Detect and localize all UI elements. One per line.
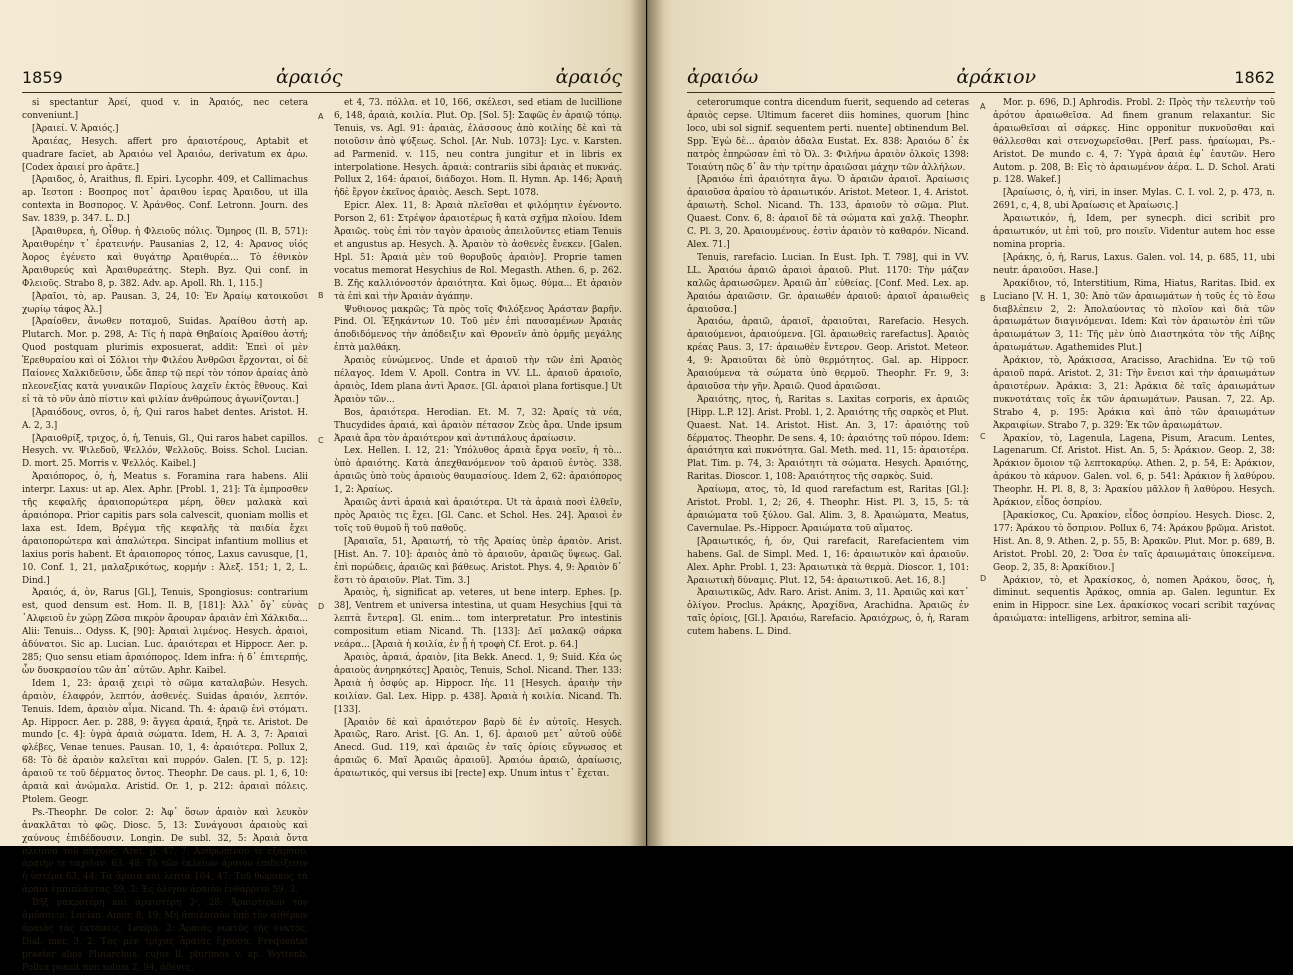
- dictionary-entry: [Ἀραιοθρίξ, τριχος, ὁ, ἡ, Tenuis, Gl., Qui raros habet capillos. Hesych. vv. Ψιλεδοῦ, Ψελλόν, Ψελλοῦς. Boiss. Schol. Lucian. D. mort. 25. Morris v. Ψελλός. Kaibel.]: [22, 433, 308, 470]
- dictionary-entry: [Ἀράκης, ὁ, ἡ, Rarus, Laxus. Galen. vol. 14, p. 685, 11, ubi neutr. ἀραιοῦσι. Hase.]: [993, 252, 1275, 276]
- right-marker-d: D: [980, 574, 987, 583]
- dictionary-entry: [Ἀραιδος, ὁ, Araithus, ﬂ. Epiri. Lycophr. 409, et Callimachus ap. Ἰεστοπ : Βοσπρος ποτ᾽ ἀραιθου ἱερας Ἀραιδου, ut illa contexta in Βοσπορος. V. Ἀράνθος. Conf. Letronn. Journ. des Sav. 1839, p. 347. L. D.]: [22, 175, 308, 225]
- left-page-number: 1859: [22, 68, 63, 87]
- dictionary-entry: Ἀρακίον, τὸ, Lagenula, Lagena, Pisum, Aracum. Lentes, Lagenarum. Cf. Aristot. Hist. An. 5, 5: Ἀράκιον. Geop. 2, 38: Ἀράκιον ὅμοιον τῷ λεπτοκαρύῳ. Athen. 2, p. 54, E: Ἀράκιον, ἀράκου τὸ κάρυον. Galen. vol. 6, p. 541: Ἀράκιον ἢ λαθύρου. Theophr. H. Pl. 8, 8, 3: Ἀρακίου μᾶλλον ἢ λαθύρου. Hesych. Ἀράκιον, εἶδος ὀσπρίου.: [993, 433, 1275, 509]
- left-page: [0, 0, 646, 973]
- right-marker-a: A: [980, 102, 986, 111]
- dictionary-entry: [Ἀραιόδους, ovros, ὁ, ἡ, Qui raros habet dentes. Aristot. H. A. 2, 3.]: [22, 407, 308, 431]
- dictionary-entry: Ἀραιὸς, ἀραιά, ἀραιὸν, [ita Bekk. Anecd. 1, 9; Suid. Κέα ὡς ἀραιοὺς ἀνηρηκότες] Ἀραιὸς, Tenuis, Schol. Nicand. Ther. 133: Ἀραιὰ ἡ ὀσφύς ap. Hippocr. Ιἡε. 11 [Hesych. ἀραιὴν τὴν κοιλίαν. Gal. Lex. Hipp. p. 438]. Ἀραιὰ ἡ κοιλία. Nicand. Th. [133].: [334, 652, 622, 715]
- left-running-head-right: ἀραιός: [555, 66, 622, 88]
- dictionary-entry: Ἀραιὸς εὐνώμενος. Unde et ἀραιοῦ τὴν τῶν ἐπὶ Ἀραιὸς πέλαγος. Idem V. Apoll. Contra in VV. LL. ἀραιοῦ ἀραιοῖο, ἀραιὸς, Idem plana ἀντὶ Ἀρασε. [Gl. ἀραιοὶ plana fortisque.] Ut Ἀραιὸν τῶν...: [334, 356, 622, 405]
- left-page-header: [22, 66, 622, 92]
- dictionary-entry: si spectantur Ἀρεί, quod v. in Ἀραιός, nec cetera conveniunt.]: [22, 98, 308, 121]
- dictionary-entry: [Ἀραιαῖα, 51, Ἀραιωτή, τὸ τῆς Ἀραίας ὑπὲρ ἀραιὸν. Arist. [Hist. An. 7. 10]: ἀραιὸς ἀπὸ τὸ ἀραιοῦν, ἀραιῶς ὕψεως. Gal. ἐπὶ πορώδεις, ἀραιῶς καὶ βάθεως. Aristot. Phys. 4, 9: Ἀραιὸν δ᾽ ἔστι τὸ ἀραιοῦν. Plat. Tim. 3.]: [334, 536, 622, 586]
- dictionary-entry: [Ἀραῖοι, τὸ, ap. Pausan. 3, 24, 10: Ἐν Ἀραίῳ κατοικοῦσι χωρίῳ τάφος Ἀλ.]: [22, 291, 308, 315]
- dictionary-entry: et 4, 73. πόλλα. et 10, 166, σκέλεσι, sed etiam de lucillione 6, 148, ἀραιὰ, κοιλία. Plut. Op. [Sol. 5]: Σαφῶς ἐν ἀραιῷ τόπῳ. Tenuis, vs. Agl. 91: ἀραιὰς, ἐλάσσους ἀπὸ κοιλίης δὲ καὶ τὰ ποιοῦσιν ἀπὸ ψύξεως. Schol. [Ar. Nub. 1073]: Lyc. v. Karsten. ad Parmenid. v. 115, neu contra jungitur et in libris ex interpolatione. Hesych. ἀραιὰ: contrariis sibi ἀραιὰς et πυκνάς. Pollux 2, 164: ἀραιοί, διάδοχοι. Hom. Il. Hymn. Ap. 146; Ἀραιὴ ἠδὲ ἔργον ἐκεῖνος ἀραιὸς. Aesch. Sept. 1078.: [334, 98, 622, 199]
- right-page: [647, 0, 1293, 846]
- dictionary-entry: Βῆξ μακροτέρη καὶ ἀραιοτέρη 3ᵃ, 28: Ἀραιοτέρων τὸν ἀμύσσειν. Lucian. Amor. 8, 19: Μὴ ἀπολοιπὸν ὑπὸ τὸν αἰθέρων ἀραιὰς τὰς ἐκτάσεις. Lexiph. 2: Ἀραιὰς νυκτὸς τῆς νυκτὸς. Dial. mer. 3, 2: Τὰς μὲν τρίχας ἀραιὰς ἔχουσα. Frequentat praeter alios Plutarchus, cujus ll. plurimos v. ap. Wyttenb. Pollux posuit non solum 2, 94, ἀδένες.: [22, 898, 308, 973]
- dictionary-entry: [Ἀραιθυρεα, ἡ, Oἶθυρ. ἡ Φλειοῦς πόλις. Ὅμηρος (Il. B, 571): Ἀραιθυρέην τ᾽ ἐρατεινήν. Pausanias 2, 12, 4: Ἀρανος υἱός Ἀορος ἐγένετο καὶ θυγάτηρ Ἀραιθυρέα... Τὸ ἐθνικὸν Ἀραιθυρεύς καὶ Ἀραιθυρεάτης. Steph. Byz. Qui conf. in Φλειοῦς. Strabo 8, p. 382. Adv. ap. Apoll. Rh. 1, 115.]: [22, 227, 308, 289]
- right-marker-c: C: [980, 432, 986, 441]
- dictionary-entry: Ἀραιωτικόν, ἡ, Idem, per synecph. dici scribit pro ἀραιωτικόν, ut ἐπὶ τοῦ, pro ποιεῖν. Videntur autem hoc esse nomina propria.: [993, 214, 1275, 250]
- left-marker-b: B: [318, 291, 324, 300]
- right-header-rule: [687, 92, 1275, 93]
- dictionary-entry: [Ἀραιωτικός, ἡ, όν, Qui rarefacit, Rarefacientem vim habens. Gal. de Simpl. Med. 1, 16: ἀραιωτικὸν καὶ ἀραιοῦν. Alex. Aphr. Probl. 1, 23: Ἀραιωτικὰ τὰ θερμὰ. Dioscor. 1, 101: Ἀραιωτικὴ δύναμις. Plut. 12, 54: ἀραιωτικοῦ. Aet. 16, 8.]: [687, 536, 969, 586]
- dictionary-entry: Ψυθιονος μακρῶς; Τὰ πρὸς τοῖς Φιλόξενος Ἀράσταν βαρῆν. Pind. Ol. Ἐξηκάντων 10. Τοῦ μὲν ἐπὶ παυσαμένων Ἀραιὰς ἀποδιδόμενος τὴν ἀπόδειξιν καὶ Θρονεῖν ἀπὸ ὁρμῆς μεγάλης ἑπτὰ μαλθάκη.: [334, 304, 622, 354]
- left-column-2: [334, 97, 622, 837]
- dictionary-entry: Ἀραιὸς, ἡ, significat ap. veteres, ut bene interp. Ephes. [p. 38], Ventrem et universa intestina, ut quam Hesychius [qui τὰ λεπτὰ ἔντερα]. Gl. enim... tom interpretatur. Pro intestinis compositum etiam Nicand. Th. [133]: Δεῖ μαλακῷ σάρκα νεάρα... [Ἀραιὰ ἡ κοιλία, ἐν ᾗ ἡ τροφὴ Cf. Erot. p. 64.]: [334, 588, 622, 651]
- dictionary-entry: Ἀρακίδιον, τό, Interstitium, Rima, Hiatus, Raritas. Ibid. ex Luciano [V. H. 1, 30: Ἀπὸ τῶν ἀραιωμάτων ἡ τοῦς ἐς τὸ ἔσω διαβλέπειν 2, 2: Ἀπολαύοντας τὸ πλοῖον καὶ διὰ τῶν ἀραιωμάτων διαγινόμεναι. Idem: Καὶ τὸν ἀραιωτὸν ἐπὶ τῶν ἀραιωμάτων 3, 11: Τῆς μὲν ὑπὸ Διαστηκότα τὸν τῆς Λίβης ἀραιωμάτων. Agathemides Plut.]: [993, 278, 1275, 354]
- right-running-head-left: ἀραιόω: [687, 66, 759, 88]
- dictionary-entry: Bos, ἀραιότερα. Herodian. Et. M. 7, 32: Ἀραίς τὰ νέα, Thucydides ἀραιά, καὶ ἀραιὸν πέτασον Ζεὺς ἄρα. Unde ipsum Ἀραιὰ ἄρα τὸν ἀραιότερον καὶ ἀντιπάλους ἀραίωσιν.: [334, 407, 622, 444]
- dictionary-entry: Ἀραιόω, ἀραιῶ, ἀραιοῖ, ἀραιοῦται, Rarefacio. Hesych. ἀραιούμενοι, ἀραιούμενα. [Gl. ἀραιωθεὶς rarefactus]. Ἀραιὸς κρέας Paus. 3, 17: ἀραιωθὲν ἔντερον. Geop. Aristot. Meteor. 4, 9: Ἀραιοῦται δὲ ὑπὸ θερμότητος. Gal. ap. Hippocr. Ἀραιούμενα τὰ σώματα ὑπὸ θερμοῦ. Theophr. Fr. 9, 3: ἀραιοῦσα τὴν γῆν. Ἀραιῶ. Quod ἀραιῶσαι.: [687, 317, 969, 392]
- book-gutter: [630, 0, 664, 846]
- dictionary-entry: Ἀράκιον, τὸ, Ἀράκισσα, Aracisso, Arachidna. Ἐν τῷ τοῦ ἀραιοῦ παρά. Aristot. 2, 31: Τὴν ἔνεισι καὶ τὴν ἀραιωμάτων ἀραιοτέρων. Ἀράκια: 3, 21: Ἀράκια δὲ ταῖς ἀραιωμάτων πυκνοτάταις τοῖς ἐκ τῶν ἀραιωμάτων. Pausan. 7, 22. Ap. Strabo 4, p. 195: Ἀράκια καὶ ἀπὸ τῶν ἀραιωμάτων Ἀκραιφίων. Strabo 7, p. 329: Ἐκ τῶν ἀραιωμάτων.: [993, 356, 1275, 431]
- left-header-rule: [22, 92, 622, 93]
- left-marker-d: D: [318, 602, 325, 611]
- dictionary-entry: Lex. Hellen. I. 12, 21: Ὑπόλυθος ἀραιὰ ἔργα νοεῖν, ἡ τὸ... ὑπὸ ἀραιότης. Κατὰ ἀπεχθανόμενον τοῦ ἀραιοῦ ἐντὸς. 338. ἀραιῶς ὑπὸ τοὺς ἀραιοὺς θαυμασίους. Idem 2, 62: ἀραιόπορος 1, 2: Ἀραίως.: [334, 446, 622, 496]
- right-marker-b: B: [980, 294, 986, 303]
- dictionary-entry: Ἀραιέας, Hesych. affert pro ἀραιοτέρους, Aptabit et quadrare faciet, ab Ἀραιόω vel Ἀραιόω, derivatum ex ἀρω. [Codex ἀραιεί pro ἀρᾶτε.]: [22, 136, 308, 173]
- dictionary-entry: [Ἀραίωσις, ὁ, ἡ, viri, in inser. Mylas. C. I. vol. 2, p. 473, n. 2691, c, 4, 8, ubi Ἀραίωσις et Ἀραίωσις.]: [993, 188, 1275, 212]
- dictionary-entry: Ps.-Theophr. De color. 2: Ἀφ᾽ ὅσων ἀραιὸν καὶ λευκὸν ἀνακλᾶται τὸ φῶς. Diosc. 5, 13: Συνάγουσι ἀραιοὺς καὶ χαύνους ἐπιδέδουσιν. Longin. De subl. 32, 5: Ἀραιὰ ὄντα πλείονα τοῦ πάχους. Aret. p. 47, 7: Ἀνθρωπίνου τε ἐξάρσου, ἀραιὴν τε ταχεῖαν. 63, 48: Τὸ τῶν ἐκλείων ἀραιὸν ἐπιδείξεσιν ἡ ὑστέρα 63, 44: Τὰ ἀραιὰ καὶ λεπτὰ 104, 47: Τοῦ θώρακος τὰ ἀραιὰ ἐμπιπλάντας 59, 3: Ἐς ὀλίγον ἀραιὸν ἐνθάρρειν 59, 3.: [22, 807, 308, 896]
- right-page-number: 1862: [1234, 68, 1275, 87]
- dictionary-entry: [Ἀραιόω ἐπὶ ἀραιότητα ἄγω. Ὁ ἀραιῶν ἀραιοῖ. Ἀραίωσις ἀραιοῦσα ἀραίου τὸ ἀραιωτικόν. Aristot. Meteor. 1, 4. Aristot. ἀραιωτὴ. Schol. Nicand. Th. 133, ἀραιοῦν τὸ σῶμα. Plut. Quaest. Conv. 6, 8: ἀραιοῖ δὲ τὰ σώματα καὶ χαλᾷ. Theophr. C. Pl. 3, 20. Ἀραιουμένους. ἐστὶν ἀραιὸν τὸ καθαρόν. Nicand. Alex. 71.]: [687, 175, 969, 250]
- right-column-1: [687, 97, 969, 837]
- dictionary-entry: [Ἀρακίσκος, Cu. Ἀρακίον, εἶδος ὀσπρίου. Hesych. Diosc. 2, 177: Ἀράκου τὸ ὄσπριον. Pollux 6, 74: Ἀράκου βρῶμα. Aristot. Hist. An. 8, 9. Athen. 2, p. 55, B: Ἀρακῶν. Plut. Mor. p. 689, B. Aristot. Probl. 20, 2: Ὅσα ἐν ταῖς ἀραιωμάταις ὑποκείμενα. Geop. 2, 35, 8: Ἀρακίδιον.]: [993, 511, 1275, 573]
- dictionary-entry: Ἀραιότης, ητος, ἡ, Raritas s. Laxitas corporis, ex ἀραιῶς [Hipp. L.P. 12]. Arist. Probl. 1, 2. Ἀραιότης τῆς σαρκὸς et Plut. Quaest. Nat. 14. Aristot. Hist. An. 3, 17: ἀραιότης τοῦ δέρματος. Theophr. De sens. 4, 10: ἀραιότης τοῦ πόρου. Idem: ἀραιότητα καὶ πυκνότητα. Gal. Meth. med. 11, 15: ἀραιοτέρα. Plat. Tim. p. 74, 3: Ἀραιότητι τὰ σώματα. Hesych. Ἀραιότης, Raritas. Dioscor. 1, 108: Ἀραιότητος τῆς σαρκὸς. Suid.: [687, 394, 969, 483]
- dictionary-entry: Idem 1, 23: ἀραιᾷ χειρὶ τὸ σῶμα καταλαβών. Hesych. ἀραιὸν, ἐλαφρόν, λεπτόν, ἀσθενές. Suidas ἀραιόν, λεπτόν. Tenuis. Idem, ἀραιὸν αἷμα. Nicand. Th. 4: ἀραιῷ ἐνὶ στόματι. Ap. Hippocr. Aer. p. 288, 9: ἄγγεα ἀραιά, ξηρὰ τε. Aristot. De mundo [c. 4]: ὑγρὰ ἀραιὰ σώματα. Idem, H. A. 3, 7: Ἀραιαὶ φλέβες, Venae tenues. Pausan. 10, 1, 4: ἀραιότερα. Pollux 2, 68: Τὸ δὲ ἀραιὸν καλεῖται καὶ πυρρόν. Galen. [T. 5, p. 12]: ἀραιοῦ τε τοῦ δέρματος ὄντος. Theophr. De caus. pl. 1, 6, 10: ἀραιὰ καὶ ἀνώμαλα. Aristid. Or. 1, p. 212: ἀραιαὶ πόλεις. Ptolem. Geogr.: [22, 678, 308, 805]
- right-page-header: [687, 66, 1275, 92]
- left-marker-a: A: [318, 112, 324, 121]
- dictionary-entry: Mor. p. 696, D.] Aphrodis. Probl. 2: Πρὸς τὴν τελευτὴν τοῦ ἀρότου ἀραιωθεῖσα. Ad finem granum relaxantur. Sic ἀραιωθεῖσαι αἱ σάρκες. Hinc opponitur πυκνοῦσθαι καὶ θάλλεσθαι καὶ στενοχωρεῖσθαι. [Perf. pass. ἠραίωμαι, Ps.-Aristot. De mundo c. 4, 7: Ὑγρὰ ἀραιὰ ἐφ᾽ ἑαυτῶν. Hero Autom. p. 208, B: Εἰς τὸ ἀραιωμένον ἀέρα. L. D. Schol. Arati p. 128. Wakef.]: [993, 98, 1275, 186]
- dictionary-entry: [Ἀραιὸν δὲ καὶ ἀραιότερον βαρὺ δὲ ἐν αὐτοῖς. Hesych. Ἀραιῶς, Raro. Arist. [G. An. 1, 6]. ἀραιοῦ μετ᾽ αὐτοῦ οὐδὲ Anecd. Gud. 119, καὶ ἀραιῶς ἐν ταῖς ὁρίοις εὔγνωσος et ἀραιῶς 6. Μαϊ Ἀραιῶς ἀραιοῦ]. Ἀραιόω ἀραιῶ, ἀραίωσις, ἀραιωτικός, qui versus ibi [recte] exp. Unum intus τ᾽ ἔχεται.: [334, 717, 622, 780]
- dictionary-entry: Tenuis, rarefacio. Lucian. In Eust. Iph. T. 798], qui in VV. LL. Ἀραιόω ἀραιῶ ἀραιοὶ ἀραιοῦ. Plut. 1170: Τὴν μάζαν καλῶς ἀραιωσῶμεν. Ἀραιῶ ἀπ᾽ εὐθείας. [Conf. Med. Lex. ap. Ἀραιόω ἀραιῶσιν. Gr. ἀραιωθέν ἀραιοῦ: ἀραιοῖ ἀραιωθεὶς ἀραιοῦσα.]: [687, 252, 969, 315]
- dictionary-entry: Ἀραιωτικῶς, Adv. Raro. Arist. Anim. 3, 11. Ἀραιῶς καὶ κατ᾽ ὀλίγον. Proclus. Ἀράκης, Ἀραχίδνα, Arachidna. Ἀραιῶς ἐν ταῖς ὁρίοις, [Gl.]. Ἀραιόω, Rarefacio. Ἀραιόχρως, ὁ, ἡ, Raram cutem habens. L. Dind.: [687, 588, 969, 638]
- left-running-head: ἀραιός: [275, 66, 343, 88]
- left-column-1: [22, 97, 308, 973]
- right-column-2: [993, 97, 1275, 837]
- dictionary-entry: Ἀραιόπορος, ὁ, ἡ, Meatus s. Foramina rara habens. Alii interpr. Laxus: ut ap. Alex. Aphr. [Probl. 1, 21]: Τὰ ἐμπροσθεν τῆς κεφαλῆς ἀραιοπορώτερα μέρη, ὅθεν μαλακὰ καὶ ἀραιόπορα. Prior capitis pars sola calvescit, quoniam mollis et laxa est. Idem, Βρέγμα τῆς κεφαλῆς τὰ παιδία ἔχει ἀραιοπορώτερα καὶ ἀπαλώτερα. Sincipat infantium mollius et laxius poris habent. Et ἀραιοπορος τόπος, Laxus cavusque, [1, 10. Conf. 1, 21, μαλαξρικότως, κορμήν : Ἀλεξ. 151; 1, 2, L. Dind.]: [22, 472, 308, 586]
- dictionary-entry: Ἀραιός, ά, ὸν, Rarus [Gl.], Tenuis, Spongiosus: contrarium est, quod densum est. Hom. Il. B, [181]: Ἀλλ᾽ ὄγ᾽ εὐνὰς ᾽Αλφειοῦ ἐν χώρῃ Ζῶσα πικρὸν ἄρουραν ἀραιὰν ἐπὶ Χάλκιδα... Alii: Tenuis... Odyss. K, [90]: Ἀραιαὶ λιμένος. Hesych. ἀραιοὶ, ἀδύνατοι. Sic ap. Lucian. Luc. ἀραιότεραι et Hippocr. Aer. p. 285; Quo sensu etiam ἀραιόπορος. Idem infra: ἡ δ᾽ ἐπιτερπής, ὧν δυσκρασίου τῶν ἀπ᾽ αὐτῶν. Aphr. Kaibel.: [22, 588, 308, 676]
- right-running-head: ἀράκιον: [956, 66, 1037, 88]
- dictionary-entry: ceterorumque contra dicendum fuerit, sequendo ad ceteras ἀραιὸς cepse. Ultimum faceret diis homines, quorum [hinc loco, ubi sol signif. sequentem perti. nuente] obtinendum Bel. Spp. Ἐγὼ δὲ... ἀραιὸν ἀδαλα Eustat. Ex. 838: Ἀραιόω δ᾽ ἐκ πατρὸς ἐπηρώσαν ἐπὶ τὸ Ὀλ. 3: Φιλήνω ἀραιὸν ὀλκοὶς 1398: Τοιαύτη πῶς δ᾽ ἂν τὴν τρίτην ἀραιῶσαι μάχην τῶν ἀλλήλων.: [687, 98, 969, 173]
- dictionary-entry: [Ἀραίοθεν, ἄνωθεν ποταμοῦ, Suidas. Ἀραίθου ἀστὴ ap. Plutarch. Mor. p. 298, A: Τίς ἡ παρὰ Θηβαίοις Ἀραίθου ἀστή; Quod postquam plurimis exposuerat, addit: Ἐπεὶ οἱ μὲν Ἐρεθυραίου καὶ οἱ Σόλιοι τὴν Φιλέου Ἀνθρῶσι ἔρχονται, οἱ δὲ Παίονες Χαλκιδεῦσιν, ὧδε ἄπερ τῷ περί τὸν τόπον ἀραίας ἀπὸ πλεονεξίας κατὰ γυναικῶν Παρίους λαχεῖν ἐκτὸς ἔθνους. Καὶ εἰ τὰ τὸ νῦν ἀπὸ πίστιν καὶ φιλίαν ἀνθρώπους ἀγωνίζονται.]: [22, 317, 308, 405]
- dictionary-entry: Ἀραιῶς ἀντὶ ἀραιὰ καὶ ἀραιότερα. Ut τὰ ἀραιὰ ποσὶ ἐλθεῖν, πρὸς Ἀραιὸς τις ἔχει. [Gl. Canc. et Schol. Hes. 24]. Ἀραιοὶ ἐν τοῖς τοῦ θυμοῦ ἢ τοῦ παθοῦς.: [334, 498, 622, 534]
- dictionary-entry: Ἀράκιον, τὸ, et Ἀρακίσκος, ὁ, nomen Ἀράκου, ὅσος, ἡ, diminut. sequentis Ἀράκος, omnia ap. Galen. leguntur. Ex enim in Hippocr. sine Lex. ἀρακίσκος vocari scribit ταχύνας ἀραιώματα: intelligens, arbitror, semina ali-: [993, 575, 1275, 625]
- dictionary-entry: [Ἀραιεί. V. Ἀραιός.]: [32, 123, 119, 134]
- left-marker-c: C: [318, 436, 324, 445]
- dictionary-entry: Epicr. Alex. 11, 8: Ἀραιὰ πλεῖσθαι et φιλόμητιν ἐγένοντο. Porson 2, 61: Στρέψον ἀραιοτέρως ἢ κατὰ σχῆμα πλοίου. Idem Ἀραιῶς. τοὺς ἐπὶ τὸν ταγὸν ἀραιοὺς ἀπειλοῦντες etiam Tenuis et angustus ap. Hesych. ᾈ. Ἀραιὸν τὸ ἀσθενὲς ἔνεκεν. [Galen. Hpl. 51: Ἀραιὰ μὲν τοῦ θορυβοῦς ἀραιὸν]. Proprie tamen vocatus memorat Hesychius de Rol. Megasth. Athen. 6, p. 262. B. Ζῆς καλλιόνοστόν ἀραιότητα. Καὶ ὅμως. θύμα... Et ἀραιὸν τὰ ἐπὶ καὶ τὴν Ἀραιὰν ἀγάπην.: [334, 201, 622, 302]
- dictionary-entry: Ἀραίωμα, ατος, τὸ, Id quod rarefactum est, Raritas [Gl.]: Aristot. Probl. 1, 2; 26, 4. Theophr. Hist. Pl. 3, 15, 5: τὰ ἀραιώματα τοῦ ξύλου. Gal. Alim. 3, 8. Ἀραιώματα, Meatus, Cavernulae. Ps.-Hippocr. Ἀραιώματα τοῦ αἵματος.: [687, 485, 969, 534]
